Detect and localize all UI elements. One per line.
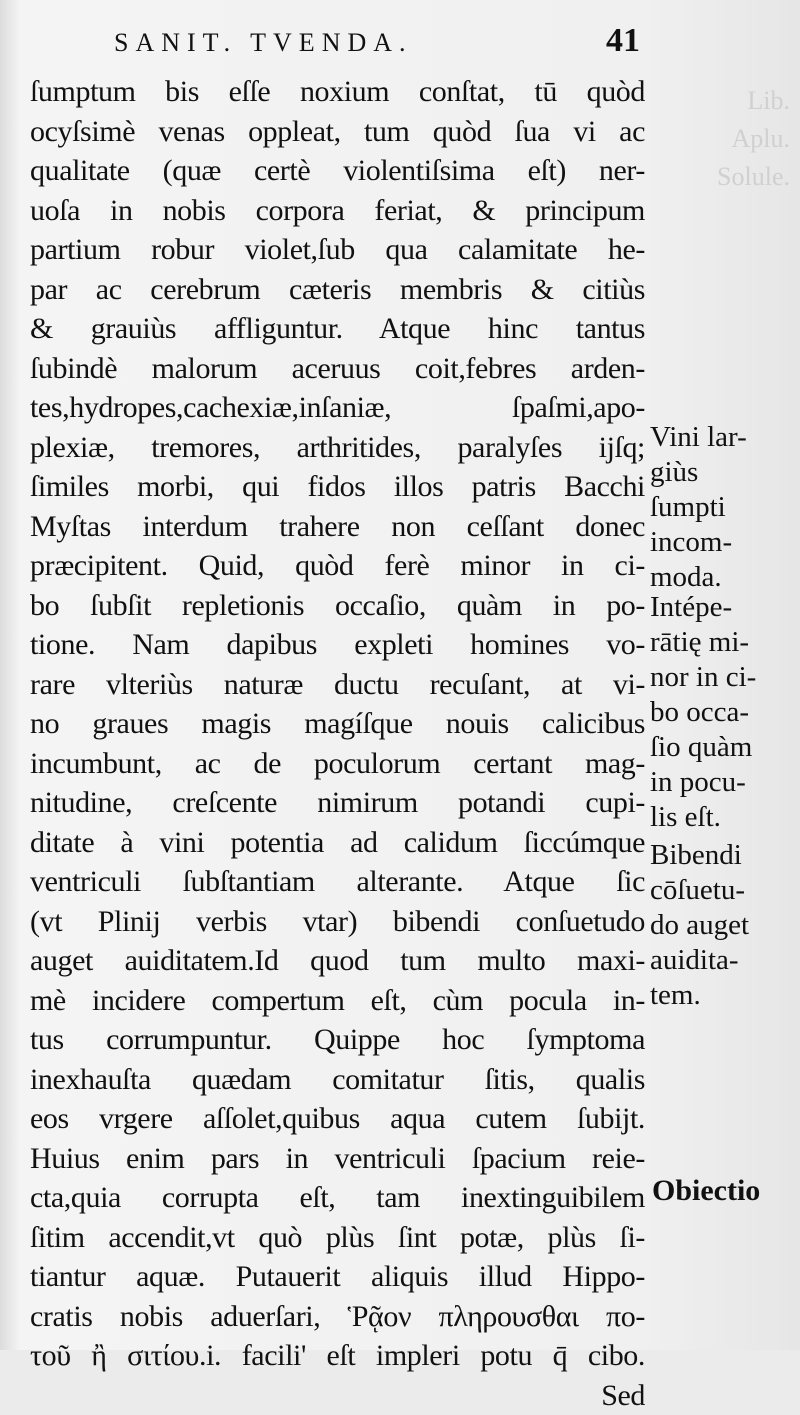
text-line: τοῦ ἢ σιτίου.i. facili' eſt impleri potu q̄ cibo. — [30, 1336, 645, 1376]
margin-note-line: bo occa- — [650, 695, 795, 730]
text-line: qualitate (quæ certè violentiſsima eſt) ner- — [30, 151, 645, 191]
margin-note-drinking-habit — [650, 838, 795, 1013]
margin-note-line: nor in ci- — [650, 660, 795, 695]
page-number: 41 — [606, 22, 640, 60]
bleed-through-text — [732, 126, 791, 152]
text-line: tus corrumpuntur. Quippe hoc ſymptoma — [30, 1020, 645, 1060]
text-line: tes,hydropes,cachexiæ,inſaniæ, ſpaſmi,apo- — [30, 388, 645, 428]
bleed-word: Lib. — [747, 86, 790, 115]
text-line: partium robur violet,ſub qua calamitate he- — [30, 230, 645, 270]
margin-note-intemperance — [650, 590, 795, 835]
margin-note-line: giùs — [650, 455, 795, 490]
margin-note-line: rātię mi- — [650, 625, 795, 660]
text-line: ſumptum bis eſſe noxium conſtat, tū quòd — [30, 72, 645, 112]
text-line: eos vrgere aſſolet,quibus aqua cutem ſubijt. — [30, 1099, 645, 1139]
text-line: rare vlteriùs naturæ ductu recuſant, at vi- — [30, 665, 645, 705]
text-line: Huius enim pars in ventriculi ſpacium reie- — [30, 1139, 645, 1179]
text-line: auget auiditatem.Id quod tum multo maxi- — [30, 941, 645, 981]
margin-note-line: cōſuetu- — [650, 873, 795, 908]
text-line: ſitim accendit,vt quò plùs ſint potæ, plùs ſi- — [30, 1218, 645, 1258]
text-line: ditate à vini potentia ad calidum ſiccúmque — [30, 823, 645, 863]
text-line: & grauiùs affliguntur. Atque hinc tantus — [30, 309, 645, 349]
margin-note-line: moda. — [650, 560, 795, 595]
catchword: Sed — [30, 1376, 645, 1415]
margin-note-objection: Obiectio — [652, 1174, 760, 1208]
text-line: præcipitent. Quid, quòd ferè minor in ci- — [30, 546, 645, 586]
bleed-through-text — [747, 88, 790, 114]
text-line: mè incidere compertum eſt, cùm pocula in- — [30, 981, 645, 1021]
running-head — [100, 22, 640, 62]
text-line: cta,quia corrupta eſt, tam inextinguibilem — [30, 1178, 645, 1218]
margin-note-line: ſio quàm — [650, 730, 795, 765]
running-title: SANIT. TVENDA. — [114, 28, 413, 58]
margin-note-line: tem. — [650, 978, 795, 1013]
text-line: no graues magis magíſque nouis calicibus — [30, 704, 645, 744]
text-line: cratis nobis aduerſari, Ῥᾷον πληρουσθαι πο- — [30, 1297, 645, 1337]
margin-note-line: Intépe- — [650, 590, 795, 625]
text-line: ſubindè malorum aceruus coit,febres arden- — [30, 349, 645, 389]
text-line: inexhauſta quædam comitatur ſitis, qualis — [30, 1060, 645, 1100]
text-line: nitudine, creſcente nimirum potandi cupi- — [30, 783, 645, 823]
margin-note-line: ſumpti — [650, 490, 795, 525]
text-line: ocyſsimè venas oppleat, tum quòd ſua vi ac — [30, 112, 645, 152]
bleed-word: Solule. — [717, 162, 790, 191]
text-line: par ac cerebrum cæteris membris & citiùs — [30, 270, 645, 310]
margin-note-wine-excess — [650, 420, 795, 595]
text-line: Myſtas interdum trahere non ceſſant donec — [30, 507, 645, 547]
text-line: incumbunt, ac de poculorum certant mag- — [30, 744, 645, 784]
margin-note-line: Vini lar- — [650, 420, 795, 455]
text-line: (vt Plinij verbis vtar) bibendi conſuetudo — [30, 902, 645, 942]
text-line: ventriculi ſubſtantiam alterante. Atque ſic — [30, 862, 645, 902]
text-line: bo ſubſit repletionis occaſio, quàm in po- — [30, 586, 645, 626]
text-line: uoſa in nobis corpora feriat, & principum — [30, 191, 645, 231]
margin-note-line: auidita- — [650, 943, 795, 978]
bleed-word: Aplu. — [732, 124, 791, 153]
margin-note-line: in pocu- — [650, 765, 795, 800]
margin-note-line: do auget — [650, 908, 795, 943]
margin-note-line: incom- — [650, 525, 795, 560]
text-line: tiantur aquæ. Putauerit aliquis illud Hippo- — [30, 1257, 645, 1297]
bleed-through-text — [717, 164, 790, 190]
text-line: plexiæ, tremores, arthritides, paralyſes ijſq; — [30, 428, 645, 468]
margin-note-line: Bibendi — [650, 838, 795, 873]
text-line: ſimiles morbi, qui fidos illos patris Bacchi — [30, 467, 645, 507]
margin-note-line: lis eſt. — [650, 800, 795, 835]
body-text — [30, 72, 645, 1415]
text-line: tione. Nam dapibus expleti homines vo- — [30, 625, 645, 665]
